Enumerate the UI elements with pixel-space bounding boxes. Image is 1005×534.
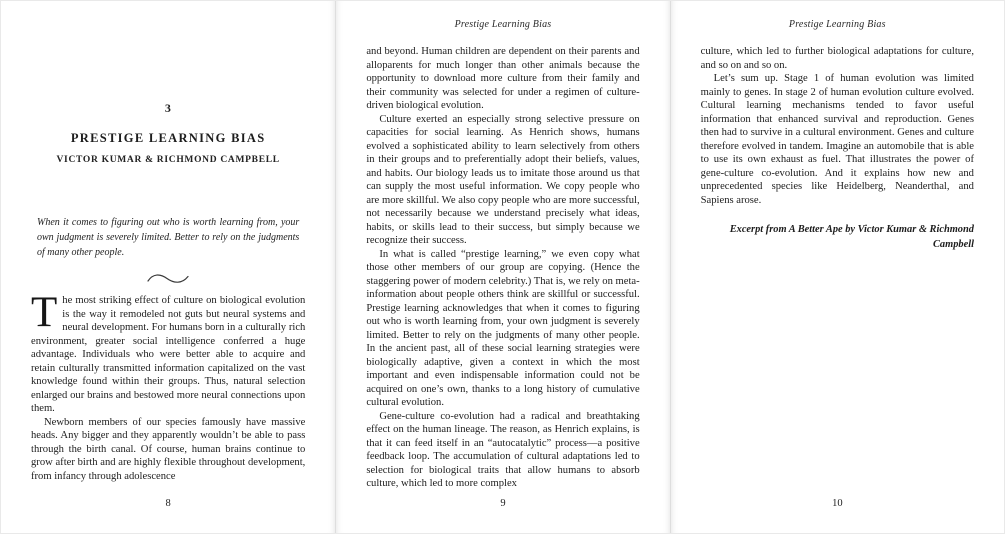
page-body <box>701 1 974 252</box>
body-paragraph: and beyond. Human children are dependent on their parents and alloparents for much longer than other animals because the opportunity to download more culture from their family and their community was selected for under a regimen of culture-driven biological evolution. <box>366 46 640 111</box>
body-paragraph: Newborn members of our species famously have massive heads. Any bigger and they apparently wouldn’t be able to pass through the birth canal. Of course, human brains continue to grow after birth and are highly flexible throughout development, from infancy through adolescence <box>31 416 306 482</box>
body-paragraph: Gene-culture co-evolution had a radical and breathtaking effect on the human lineage. The reason, as Henrich explains, is that it can feed itself in an “autocatalytic” process—a positive feedback loop. The accumulation of cultural adaptations led to selection for biological traits that allow humans to absorb culture, which led to more complex <box>366 410 640 489</box>
page-10 <box>670 1 1004 533</box>
chapter-authors: VICTOR KUMAR & RICHMOND CAMPBELL <box>56 155 280 165</box>
body-paragraph: Let’s sum up. Stage 1 of human evolution was limited mainly to genes. In stage 2 of human evolution culture evolved. Cultural learning mechanisms tended to favor useful information that enhanced survival and reproduction. Genes then had to survive in a cultural environment. Genes and culture therefore evolved in tandem. Imagine an automobile that is able to use its own exhaust as fuel. That illustrates the power of gene-culture co-evolution. And it explains how new and unprecedented species like Heidelberg, Neanderthal, and Sapiens arose. <box>700 73 974 206</box>
excerpt-attribution: Excerpt from A Better Ape by Victor Kumar & Richmond Campbell <box>729 224 974 250</box>
chapter-title: PRESTIGE LEARNING BIAS <box>70 131 266 145</box>
page-8 <box>1 1 335 533</box>
running-header: Prestige Learning Bias <box>788 19 886 30</box>
paragraph-text: he most striking effect of culture on biological evolution is the way it remodeled not guts but neural systems and neural development. For humans born in a culturally rich environment, greater social intelligence conferred a huge advantage. Individuals who were better able to acquire and retain culturally transmitted information capitalized on the vast knowledge found within their groups. Thus, natural selection enlarged our brains and bestowed more neural connections upon them. <box>31 295 306 414</box>
chapter-epigraph: When it comes to figuring out who is worth learning from, your own judgment is severely limited. Better to rely on the judgments of many other people. <box>37 217 300 258</box>
drop-cap: T <box>31 289 58 336</box>
body-paragraph: Culture exerted an especially strong selective pressure on capacities for social learning. As Henrich shows, humans evolved a sophisticated ability to learn selectively from others in their groups and to preferentially adopt their beliefs, values, and habits. Our biology leads us to imitate those around us that can supply the most useful information. We copy people who are more skillful. We also copy people who are more successful, not necessarily because we understand precisely what ideas, habits, or skills lead to their success, but simply because we recognize their success. <box>366 113 640 246</box>
body-paragraph: culture, which led to further biological adaptations for culture, and so on and so on. <box>700 46 974 71</box>
page-9 <box>335 1 669 533</box>
chapter-head <box>31 1 305 165</box>
body-paragraph <box>31 289 306 416</box>
running-header: Prestige Learning Bias <box>454 19 552 30</box>
page-body <box>366 1 639 491</box>
page-number: 10 <box>832 498 843 509</box>
page-body <box>31 289 306 483</box>
page-number: 9 <box>500 498 506 509</box>
swash-divider-icon <box>31 272 305 288</box>
body-paragraph: In what is called “prestige learning,” we even copy what those other members of our group are copying. (Hence the staggering power of modern celebrity.) That is, we rely on meta-information about people others think are skillful or successful. Prestige learning acknowledges that when it comes to figuring out who is worth learning from, your own judgment is severely limited. Better to rely on the judgments of many other people. In the ancient past, all of these social learning strategies were biologically adaptive, given a context in which the most important and even indispensable information could not be acquired on one’s own, thanks to a long history of cumulative cultural evolution. <box>366 248 640 408</box>
chapter-number: 3 <box>164 101 172 115</box>
page-number: 8 <box>165 498 171 509</box>
